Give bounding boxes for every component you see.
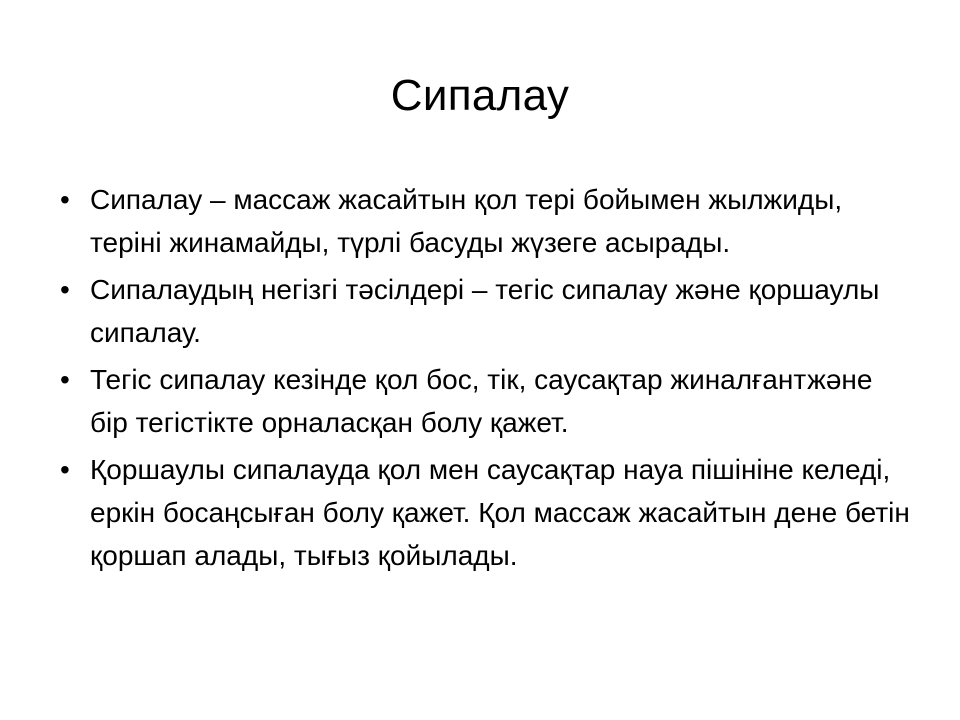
bullet-item: [48, 178, 918, 264]
bullet-item: [48, 448, 918, 577]
bullet-text: Қоршаулы сипалауда қол мен саусақтар науа пішініне келеді, еркін босаңсыған болу қажет. Қол массаж жасайтын дене бетін қоршап алады, тығыз қойылады.: [90, 454, 910, 571]
bullet-point-icon: •: [60, 274, 70, 305]
bullet-text: Сипалаудың негізгі тәсілдері – тегіс сипалау және қоршаулы сипалау.: [90, 274, 880, 348]
bullet-point-icon: •: [60, 184, 70, 215]
bullet-text: Сипалау – массаж жасайтын қол тері бойымен жылжиды, теріні жинамайды, түрлі басуды жүзеге асырады.: [90, 184, 843, 258]
bullet-point-icon: •: [60, 364, 70, 395]
bullet-item: [48, 268, 918, 354]
bullet-item: [48, 358, 918, 444]
bullet-list: [48, 178, 918, 581]
bullet-point-icon: •: [60, 454, 70, 485]
bullet-text: Тегіс сипалау кезінде қол бос, тік, саусақтар жиналғантжәне бір тегістікте орналасқан болу қажет.: [90, 364, 873, 438]
slide-title: Сипалау: [390, 71, 570, 120]
